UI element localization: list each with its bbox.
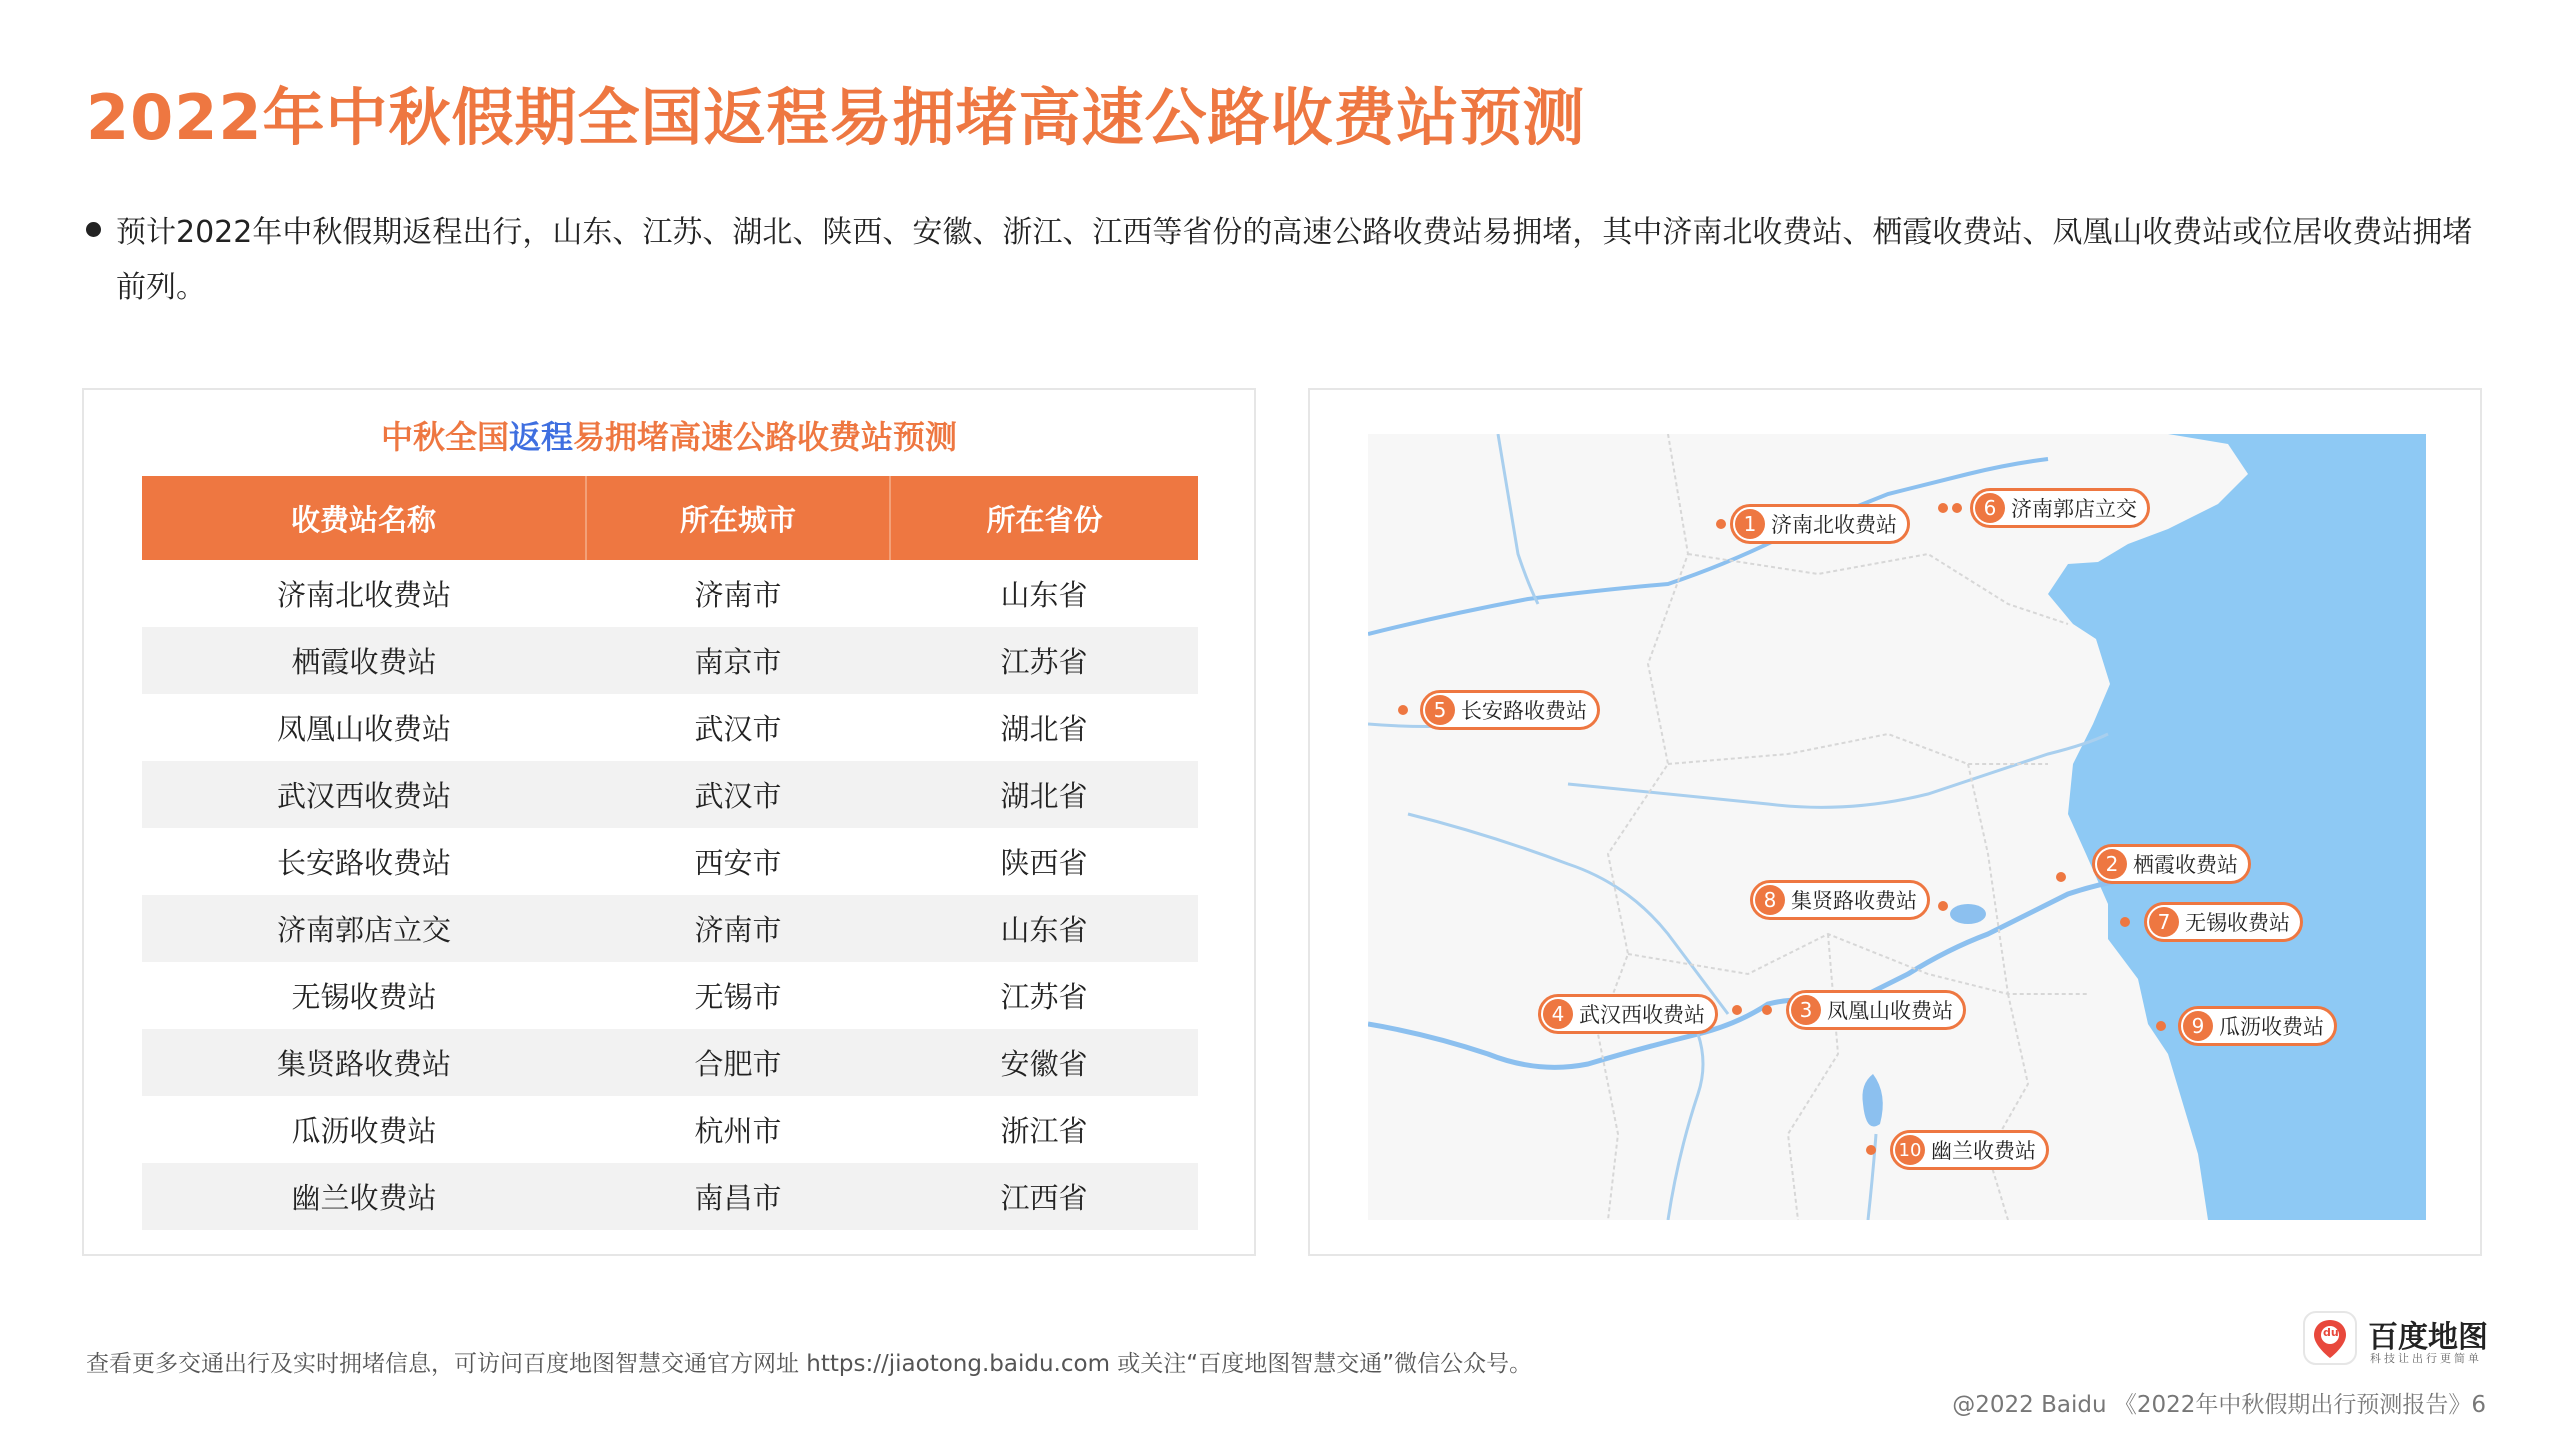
marker-dot (1398, 705, 1408, 715)
copyright: @2022 Baidu 《2022年中秋假期出行预测报告》6 (1952, 1392, 2486, 1418)
marker-number: 7 (2149, 907, 2179, 937)
table-row (142, 1096, 1198, 1163)
marker-label: 无锡收费站 (2185, 911, 2290, 935)
marker-number: 4 (1543, 999, 1573, 1029)
marker-3[interactable] (1786, 990, 1966, 1030)
summary-bullet (86, 205, 2496, 315)
marker-number: 1 (1735, 509, 1765, 539)
marker-dot (2120, 917, 2130, 927)
cell-city: 济南市 (586, 895, 890, 962)
cell-station: 集贤路收费站 (142, 1029, 586, 1096)
marker-label: 长安路收费站 (1461, 699, 1587, 723)
cell-province: 湖北省 (890, 761, 1198, 828)
logo-slogan: 科技让出行更简单 (2370, 1352, 2482, 1365)
table-row (142, 962, 1198, 1029)
marker-dot (1952, 503, 1962, 513)
marker-9[interactable] (2178, 1006, 2337, 1046)
marker-label: 栖霞收费站 (2133, 853, 2238, 877)
marker-number: 8 (1755, 885, 1785, 915)
cell-city: 济南市 (586, 560, 890, 627)
table-panel (82, 388, 1256, 1256)
marker-1[interactable] (1730, 504, 1910, 544)
header-station-name: 收费站名称 (142, 476, 586, 560)
cell-station: 济南北收费站 (142, 560, 586, 627)
cell-city: 武汉市 (586, 761, 890, 828)
marker-8[interactable] (1750, 880, 1930, 920)
cell-province: 山东省 (890, 560, 1198, 627)
marker-number: 6 (1975, 493, 2005, 523)
cell-station: 瓜沥收费站 (142, 1096, 586, 1163)
marker-dot (1938, 901, 1948, 911)
marker-number: 3 (1791, 995, 1821, 1025)
cell-city: 南京市 (586, 627, 890, 694)
table-title-part1: 中秋全国 (380, 418, 509, 456)
marker-number: 9 (2183, 1011, 2213, 1041)
marker-number: 10 (1895, 1135, 1925, 1165)
marker-dot (2056, 872, 2066, 882)
table-row (142, 828, 1198, 895)
cell-province: 江西省 (890, 1163, 1198, 1230)
cell-city: 武汉市 (586, 694, 890, 761)
marker-label: 武汉西收费站 (1579, 1003, 1705, 1027)
cell-station: 幽兰收费站 (142, 1163, 586, 1230)
cell-station: 长安路收费站 (142, 828, 586, 895)
table-row (142, 560, 1198, 627)
bullet-dot-icon (86, 222, 101, 237)
footer-note: 查看更多交通出行及实时拥堵信息，可访问百度地图智慧交通官方网址 https://jiaotong.baidu.com 或关注“百度地图智慧交通”微信公众号。 (86, 1351, 1533, 1377)
marker-label: 瓜沥收费站 (2219, 1015, 2324, 1039)
marker-label: 幽兰收费站 (1931, 1139, 2036, 1163)
cell-province: 江苏省 (890, 627, 1198, 694)
marker-2[interactable] (2092, 844, 2251, 884)
header-city: 所在城市 (586, 476, 890, 560)
cell-station: 凤凰山收费站 (142, 694, 586, 761)
cell-province: 浙江省 (890, 1096, 1198, 1163)
page-title: 2022年中秋假期全国返程易拥堵高速公路收费站预测 (86, 81, 1586, 154)
marker-label: 济南郭店立交 (2011, 497, 2137, 521)
cell-station: 无锡收费站 (142, 962, 586, 1029)
marker-number: 2 (2097, 849, 2127, 879)
cell-province: 山东省 (890, 895, 1198, 962)
header-province: 所在省份 (890, 476, 1198, 560)
logo-name: 百度地图 (2368, 1320, 2488, 1355)
table-row (142, 694, 1198, 761)
cell-station: 栖霞收费站 (142, 627, 586, 694)
marker-6[interactable] (1970, 488, 2150, 528)
map-panel (1308, 388, 2482, 1256)
cell-province: 江苏省 (890, 962, 1198, 1029)
cell-province: 湖北省 (890, 694, 1198, 761)
marker-dot (1732, 1005, 1742, 1015)
marker-dot (1716, 519, 1726, 529)
logo-badge: du (2323, 1326, 2339, 1339)
table-row (142, 627, 1198, 694)
marker-10[interactable] (1890, 1130, 2049, 1170)
marker-dot (1938, 503, 1948, 513)
stations-table (142, 476, 1198, 1230)
table-row (142, 1163, 1198, 1230)
cell-province: 陕西省 (890, 828, 1198, 895)
table-title (84, 412, 1254, 458)
table-title-highlight: 返程 (508, 418, 573, 456)
summary-text: 预计2022年中秋假期返程出行，山东、江苏、湖北、陕西、安徽、浙江、江西等省份的高速公路收费站易拥堵，其中济南北收费站、栖霞收费站、凤凰山收费站或位居收费站拥堵前列。 (116, 215, 2473, 305)
marker-dot (1762, 1005, 1772, 1015)
marker-dot (1866, 1145, 1876, 1155)
taihu-lake (2137, 937, 2189, 981)
cell-city: 南昌市 (586, 1163, 890, 1230)
marker-label: 凤凰山收费站 (1827, 999, 1953, 1023)
table-row (142, 895, 1198, 962)
table-title-part2: 易拥堵高速公路收费站预测 (573, 418, 958, 456)
table-row (142, 761, 1198, 828)
cell-station: 济南郭店立交 (142, 895, 586, 962)
map-canvas (1368, 434, 2426, 1220)
marker-4[interactable] (1538, 994, 1718, 1034)
table-header-row (142, 476, 1198, 560)
marker-7[interactable] (2144, 902, 2303, 942)
table-row (142, 1029, 1198, 1096)
cell-station: 武汉西收费站 (142, 761, 586, 828)
cell-city: 无锡市 (586, 962, 890, 1029)
cell-city: 杭州市 (586, 1096, 890, 1163)
cell-province: 安徽省 (890, 1029, 1198, 1096)
marker-5[interactable] (1420, 690, 1600, 730)
cell-city: 合肥市 (586, 1029, 890, 1096)
chaohu-lake (1950, 904, 1986, 924)
marker-dot (2156, 1021, 2166, 1031)
marker-number: 5 (1425, 695, 1455, 725)
cell-city: 西安市 (586, 828, 890, 895)
marker-label: 集贤路收费站 (1791, 889, 1917, 913)
baidu-map-logo (2300, 1308, 2490, 1368)
marker-label: 济南北收费站 (1771, 513, 1897, 537)
